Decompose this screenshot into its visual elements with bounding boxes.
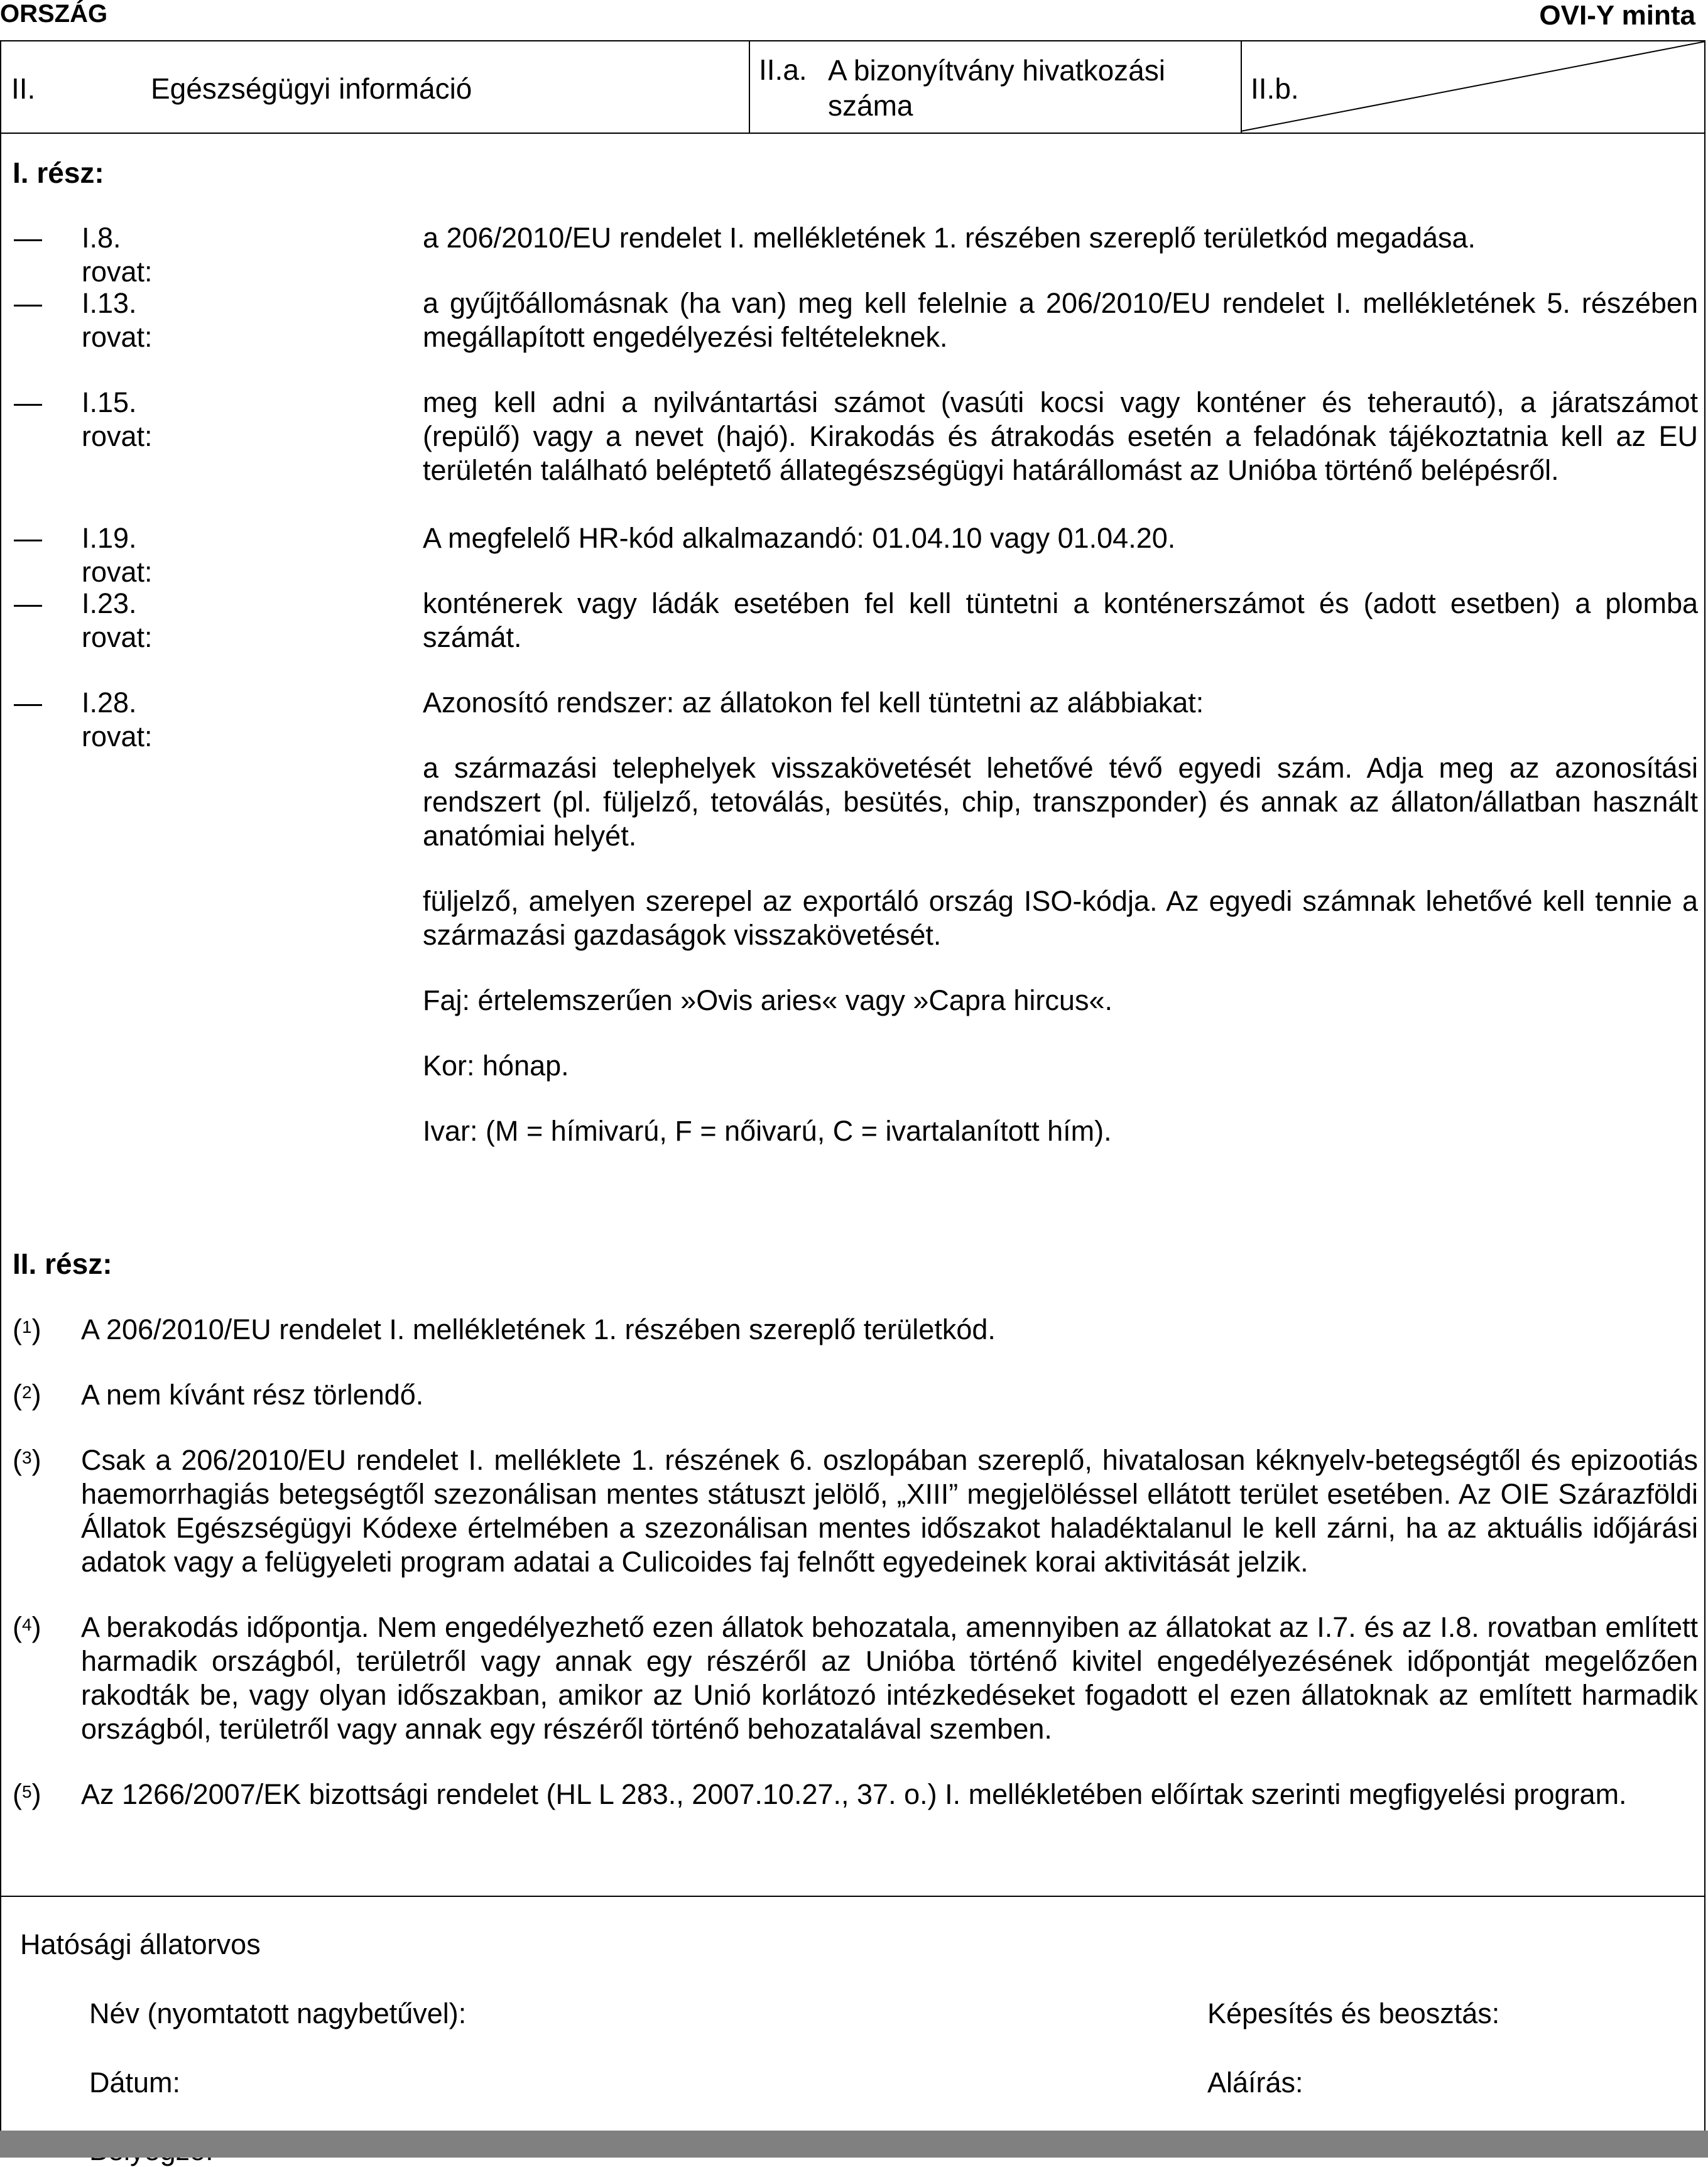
identification-paragraph: Kor: hónap. — [423, 1050, 569, 1082]
field-text: konténerek vagy ládák esetében fel kell tüntetni a konténerszámot és (adott esetben) a plomba számát. — [423, 587, 1698, 653]
page-bottom-bar — [0, 2131, 1708, 2158]
identification-paragraph: füljelző, amelyen szerepel az exportáló ország ISO-kódja. Az egyedi számnak lehetővé kell tennie a származási gazdaságok visszakövetését. — [423, 885, 1698, 951]
section-title: Egészségügyi információ — [151, 72, 472, 105]
dash-marker: — — [14, 587, 42, 619]
country-label: ORSZÁG — [0, 0, 108, 28]
date-label: Dátum: — [89, 2067, 181, 2099]
footnote-number: ($^5$) — [13, 1778, 41, 1810]
field-label: I.8. rovat: — [82, 222, 153, 288]
field-label: I.15. rovat: — [82, 386, 153, 452]
footnote-text: A berakodás időpontja. Nem engedélyezhető ezen állatok behozatala, amennyiben az állatokat az I.7. és az I.8. rovatban említett harmadik országból, területről vagy annak egy részéről az Unióba történő kivitel engedélyezésének időpontját megelőzően rakodták be, vagy olyan időszakban, amikor az Unió korlátozó intézkedéseket fogadott el ezen állatoknak az említett harmadik országból, területről vagy annak egy részéről történő behozatalával szemben. — [81, 1611, 1698, 1745]
footnote-text: Csak a 206/2010/EU rendelet I. melléklete 1. részének 6. oszlopában szereplő, hivatalosan kéknyelv-betegségtől és epizootiás haemorrhagiás betegségtől szezonálisan mentes státuszt jelölő, „XIII” megjelöléssel ellátott terület esetében. Az OIE Szárazföldi Állatok Egészségügyi Kódexe értelmében a szezonálisan mentes időszakot haladéktalanul le kell zárni, ha az aktuális időjárási adatok vagy a felügyeleti program adatai a Culicoides faj felnőtt egyedeinek korai aktivitását jelzik. — [81, 1444, 1698, 1578]
field-text: a gyűjtőállomásnak (ha van) meg kell felelnie a 206/2010/EU rendelet I. mellékletének 5. részében megállapított engedélyezési feltételeknek. — [423, 287, 1698, 353]
part1-title: I. rész: — [13, 156, 104, 189]
qualification-label: Képesítés és beosztás: — [1207, 1997, 1500, 2029]
footnote-text: Az 1266/2007/EK bizottsági rendelet (HL L 283., 2007.10.27., 37. o.) I. mellékletében előírtak szerinti megfigyelési program. — [81, 1778, 1627, 1810]
official-veterinarian-title: Hatósági állatorvos — [20, 1928, 261, 1960]
header-row — [1, 41, 1704, 134]
model-label: OVI-Y minta — [1539, 0, 1695, 31]
footnote-text: A nem kívánt rész törlendő. — [81, 1379, 424, 1411]
field-label: I.23. rovat: — [82, 587, 153, 653]
footnote-number: ($^2$) — [13, 1379, 41, 1411]
field-text: Azonosító rendszer: az állatokon fel kell tüntetni az alábbiakat: — [423, 687, 1204, 719]
field-label: I.28. rovat: — [82, 687, 153, 752]
header-cell-iib — [1241, 41, 1705, 133]
footnote-text: A 206/2010/EU rendelet I. mellékletének 1. részében szereplő területkód. — [81, 1313, 996, 1345]
field-label: I.19. rovat: — [82, 522, 153, 588]
reference-title: A bizonyítvány hivatkozási száma — [828, 54, 1165, 122]
field-label: I.13. rovat: — [82, 287, 153, 353]
field-text: A megfelelő HR-kód alkalmazandó: 01.04.10 vagy 01.04.20. — [423, 522, 1176, 554]
footnote-number: ($^1$) — [13, 1313, 41, 1345]
part2-title: II. rész: — [13, 1247, 112, 1280]
dash-marker: — — [14, 386, 42, 418]
dash-marker: — — [14, 287, 42, 319]
dash-marker: — — [14, 687, 42, 719]
identification-paragraph: Faj: értelemszerűen »Ovis aries« vagy »Capra hircus«. — [423, 984, 1112, 1016]
section-number: II. — [11, 72, 36, 105]
certificate-frame — [0, 40, 1705, 2158]
signature-label: Aláírás: — [1207, 2067, 1303, 2099]
diagonal-line — [1241, 41, 1705, 133]
section-divider — [1, 1896, 1704, 1897]
dash-marker: — — [14, 222, 42, 254]
iib-label: II.b. — [1251, 72, 1299, 105]
footnote-number: ($^3$) — [13, 1444, 41, 1476]
field-text: meg kell adni a nyilvántartási számot (vasúti kocsi vagy konténer és teherautó), a járatszámot (repülő) vagy a nevet (hajó). Kirakodás és átrakodás esetén a feladónak tájékoztatnia kell az EU területén található beléptető állategészségügyi határállomást az Unióba történő belépésről. — [423, 386, 1698, 486]
reference-number-label: II.a. — [759, 53, 807, 86]
header-cell-health-info — [1, 41, 750, 133]
field-text: a 206/2010/EU rendelet I. mellékletének 1. részében szereplő területkód megadása. — [423, 222, 1476, 254]
header-cell-reference — [749, 41, 1242, 133]
dash-marker: — — [14, 522, 42, 554]
footnote-number: ($^4$) — [13, 1611, 41, 1643]
name-label: Név (nyomtatott nagybetűvel): — [89, 1997, 467, 2029]
identification-paragraph: a származási telephelyek visszakövetését lehetővé tévő egyedi szám. Adja meg az azonosítási rendszert (pl. füljelző, tetoválás, besütés, chip, transzponder) és annak az állaton/állatban használt anatómiai helyét. — [423, 752, 1698, 852]
identification-paragraph: Ivar: (M = hímivarú, F = nőivarú, C = ivartalanított hím). — [423, 1115, 1112, 1147]
